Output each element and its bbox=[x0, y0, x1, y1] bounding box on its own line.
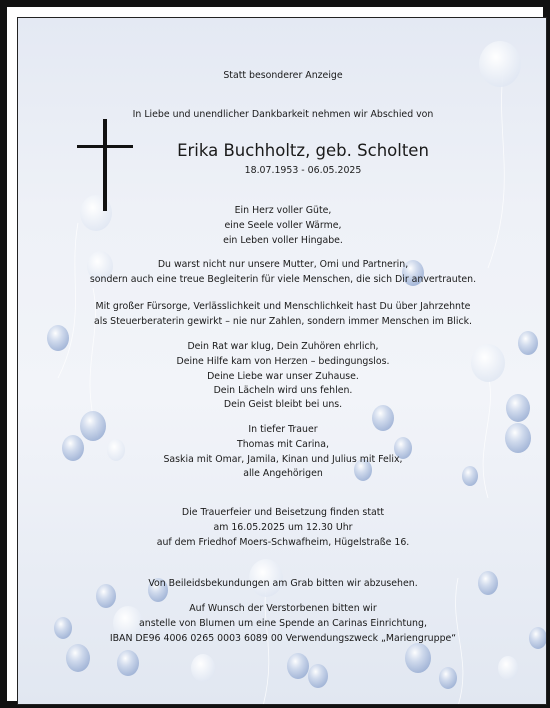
paragraph-line: Dein Geist bleibt bei uns. bbox=[223, 399, 343, 410]
poem-line: eine Seele voller Wärme, bbox=[224, 220, 342, 231]
intro-text: In Liebe und unendlicher Dankbarkeit nehmen wir Abschied von bbox=[132, 109, 434, 120]
deceased-name: Erika Buchholtz, geb. Scholten bbox=[177, 141, 429, 160]
cross-icon bbox=[77, 119, 133, 211]
poem-line: Ein Herz voller Güte, bbox=[234, 205, 332, 216]
poem-line: ein Leben voller Hingabe. bbox=[223, 235, 343, 246]
donation-line: anstelle von Blumen um eine Spende an Carinas Einrichtung, bbox=[139, 618, 427, 629]
header-notice: Statt besonderer Anzeige bbox=[223, 70, 343, 81]
paragraph-line: Deine Liebe war unser Zuhause. bbox=[207, 371, 359, 382]
mourners-line: Thomas mit Carina, bbox=[237, 439, 329, 450]
paragraph-line: als Steuerberaterin gewirkt – nie nur Zahlen, sondern immer Menschen im Blick. bbox=[93, 316, 473, 327]
paragraph-line: Deine Hilfe kam von Herzen – bedingungslos. bbox=[176, 356, 390, 367]
funeral-line: auf dem Friedhof Moers-Schwafheim, Hügelstraße 16. bbox=[156, 537, 410, 548]
mourners-line: In tiefer Trauer bbox=[248, 424, 318, 435]
paragraph-line: Dein Rat war klug, Dein Zuhören ehrlich, bbox=[187, 341, 379, 352]
funeral-line: Die Trauerfeier und Beisetzung finden statt bbox=[181, 507, 385, 518]
notice-panel bbox=[17, 17, 547, 705]
funeral-line: am 16.05.2025 um 12.30 Uhr bbox=[213, 522, 353, 533]
mourners-line: alle Angehörigen bbox=[243, 468, 323, 479]
paragraph-line: Du warst nicht nur unsere Mutter, Omi und Partnerin, bbox=[157, 259, 409, 270]
donation-line: Auf Wunsch der Verstorbenen bitten wir bbox=[189, 603, 377, 614]
paragraph-line: Mit großer Fürsorge, Verlässlichkeit und Menschlichkeit hast Du über Jahrzehnte bbox=[95, 301, 471, 312]
mourners-line: Saskia mit Omar, Jamila, Kinan und Julius mit Felix, bbox=[163, 454, 403, 465]
paragraph-line: Dein Lächeln wird uns fehlen. bbox=[213, 385, 353, 396]
condolence-note: Von Beileidsbekundungen am Grab bitten wir abzusehen. bbox=[148, 578, 418, 589]
paragraph-line: sondern auch eine treue Begleiterin für viele Menschen, die sich Dir anvertrauten. bbox=[89, 274, 477, 285]
deceased-dates: 18.07.1953 - 06.05.2025 bbox=[244, 165, 362, 176]
donation-line: IBAN DE96 4006 0265 0003 6089 00 Verwendungszweck „Mariengruppe“ bbox=[109, 633, 457, 644]
